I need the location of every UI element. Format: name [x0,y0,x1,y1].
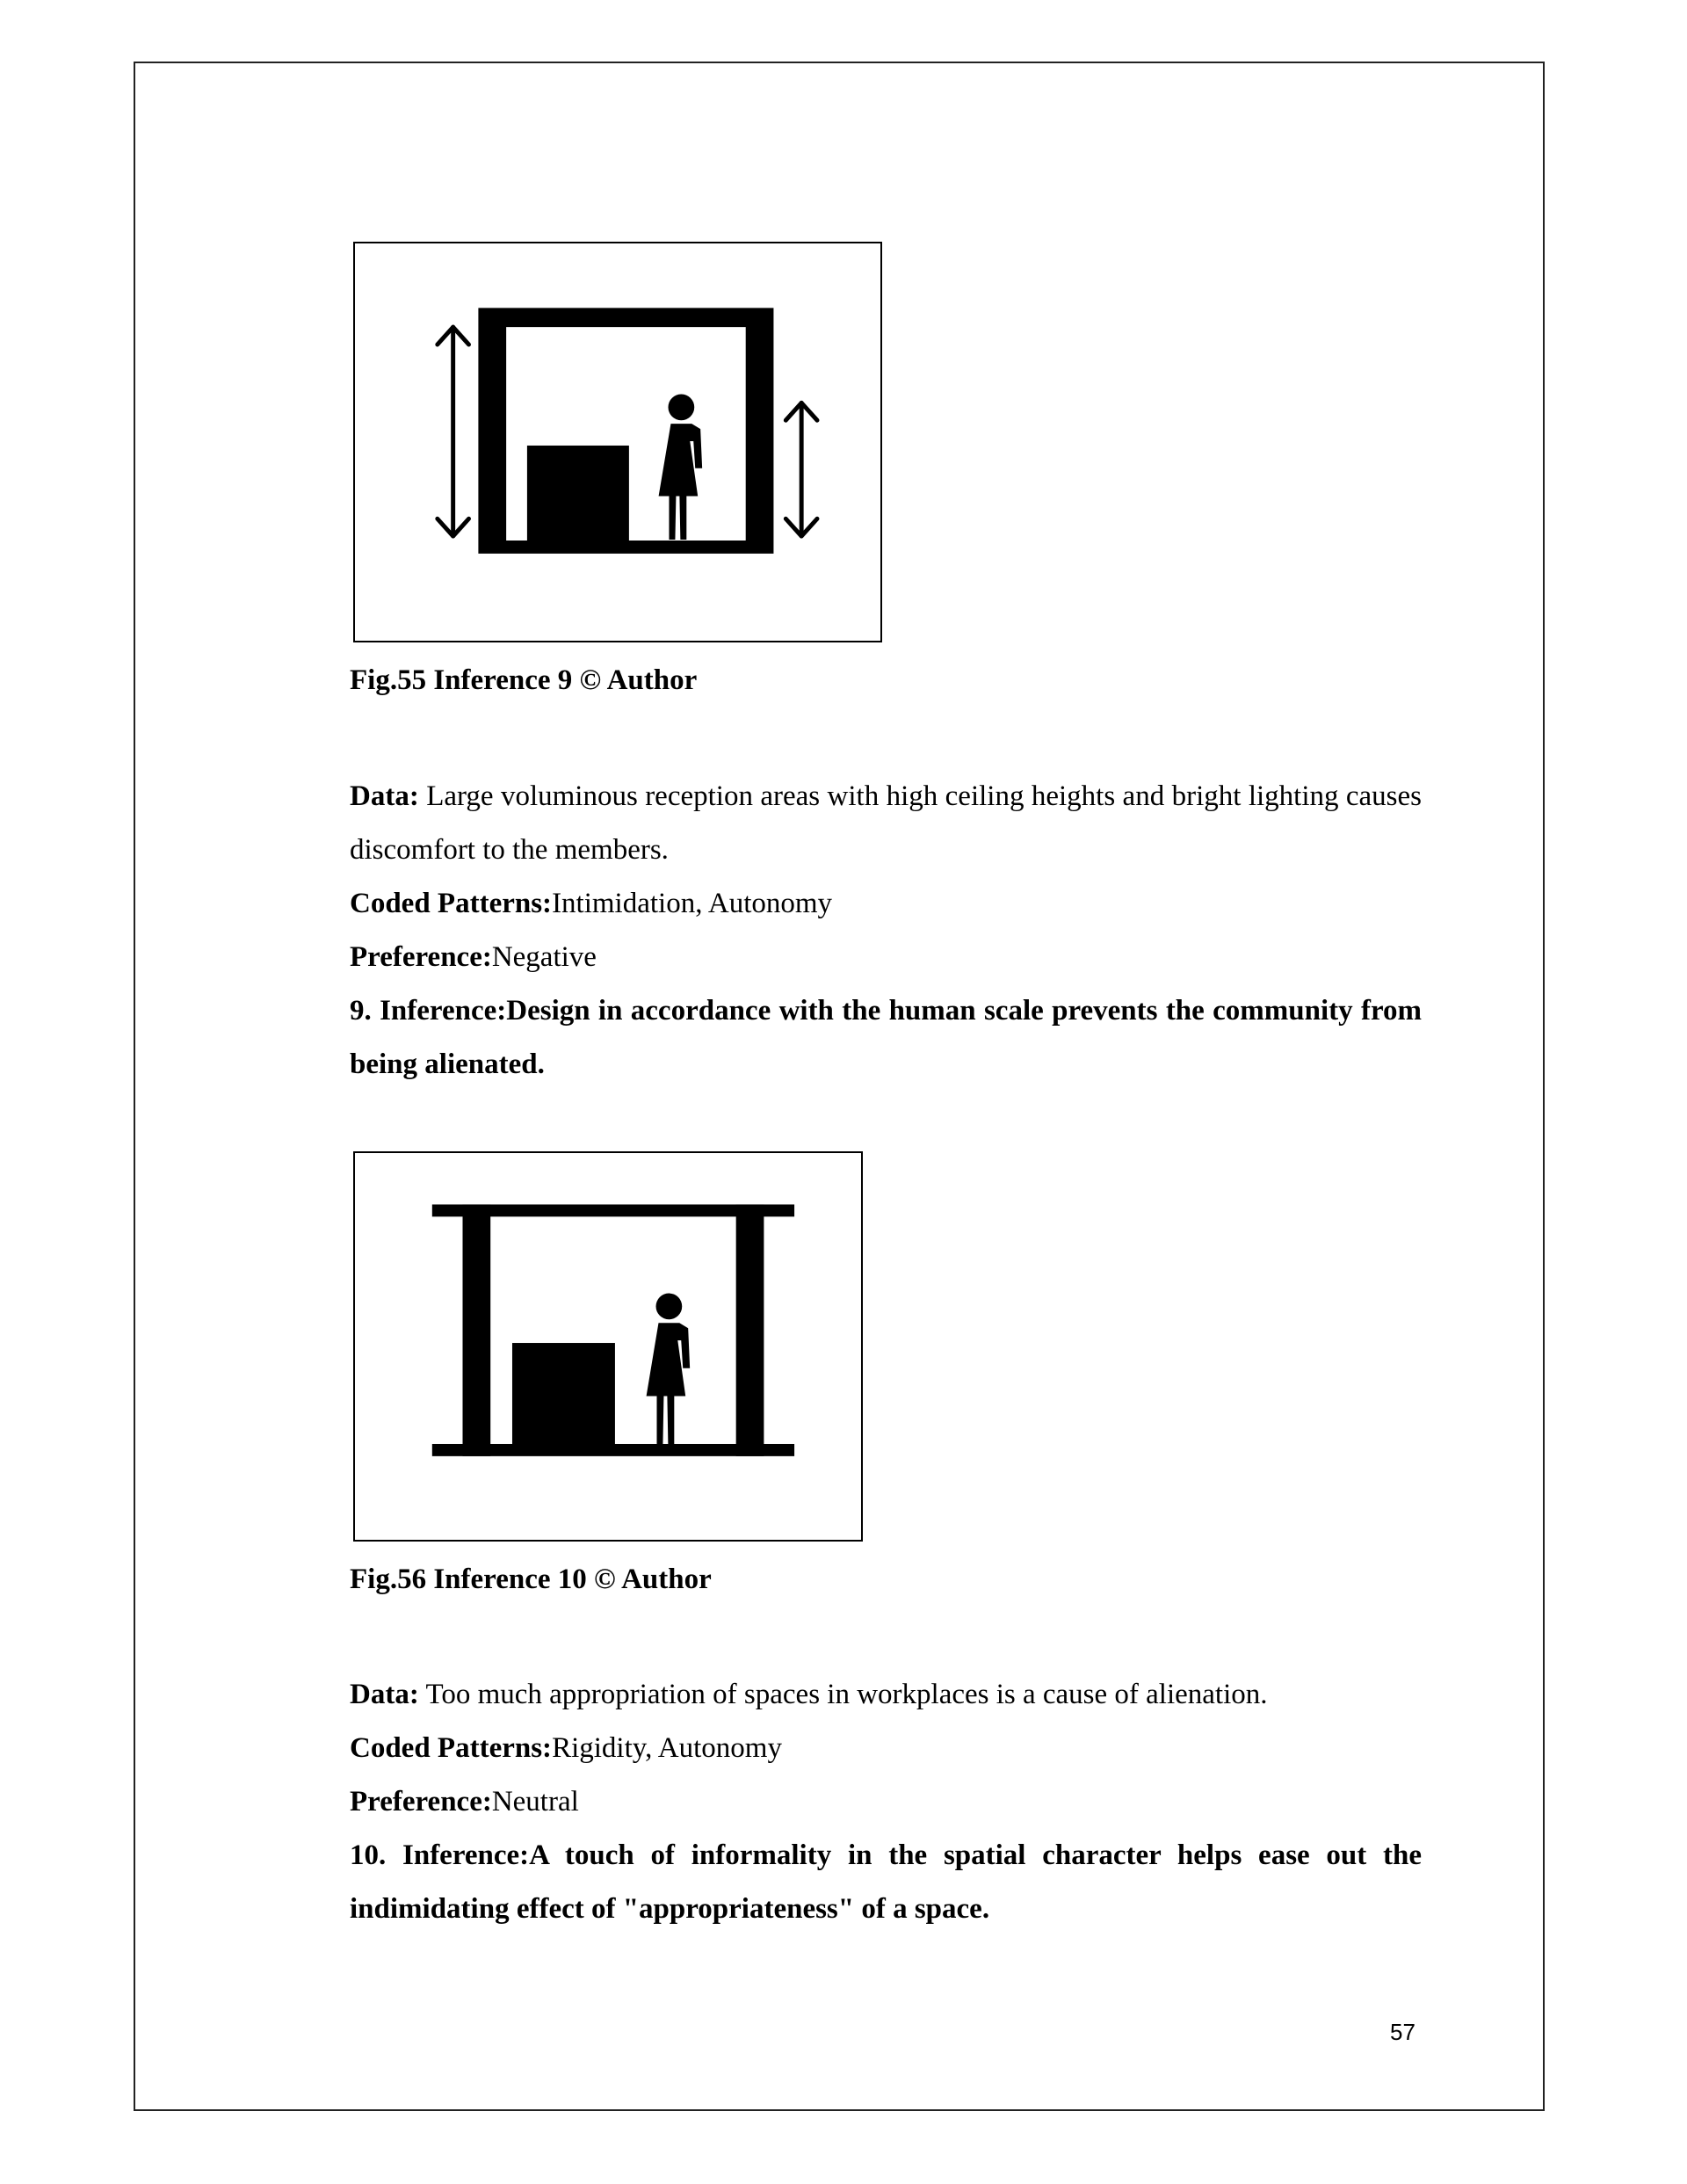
figure-56-image [353,1151,863,1542]
data-paragraph [350,770,1422,877]
double-arrow-icon [786,403,817,536]
person-icon [647,1294,691,1444]
data-label: Data: [350,780,419,812]
preference-text: Neutral [491,1786,579,1818]
figure-56-text-block [350,1668,1422,1936]
figure-55-text-block [350,770,1422,1092]
preference-label: Preference: [350,1786,492,1818]
page-number: 57 [1390,2019,1415,2045]
data-text: Too much appropriation of spaces in workplaces is a cause of alienation. [425,1679,1268,1710]
coded-patterns-line [350,877,1422,931]
preference-text: Negative [491,941,597,973]
figure-56-caption: Fig.56 Inference 10 © Author [350,1564,712,1595]
human-scale-diagram [355,1153,861,1540]
coded-patterns-label: Coded Patterns: [350,888,553,919]
coded-patterns-line [350,1722,1422,1775]
preference-label: Preference: [350,941,492,973]
inference-text: 9. Inference:Design in accordance with the human scale prevents the community from being alienated. [350,995,1422,1080]
high-ceiling-diagram [355,243,880,641]
figure-55-image [353,242,882,642]
coded-patterns-label: Coded Patterns: [350,1732,553,1764]
data-paragraph [350,1668,1422,1722]
reception-desk [527,446,629,541]
data-label: Data: [350,1679,419,1710]
inference-text: 10. Inference:A touch of informality in the spatial character helps ease out the indimidating effect of "appropriateness" of a space. [350,1839,1422,1925]
coded-patterns-text: Rigidity, Autonomy [552,1732,782,1764]
double-arrow-icon [438,327,469,536]
figure-55-caption: Fig.55 Inference 9 © Author [350,664,698,696]
coded-patterns-text: Intimidation, Autonomy [552,888,833,919]
preference-line [350,931,1422,984]
data-text: Large voluminous reception areas with high ceiling heights and bright lighting causes discomfort to the members. [350,780,1423,866]
person-icon [659,394,703,540]
reception-desk [512,1343,615,1446]
preference-line [350,1775,1422,1829]
